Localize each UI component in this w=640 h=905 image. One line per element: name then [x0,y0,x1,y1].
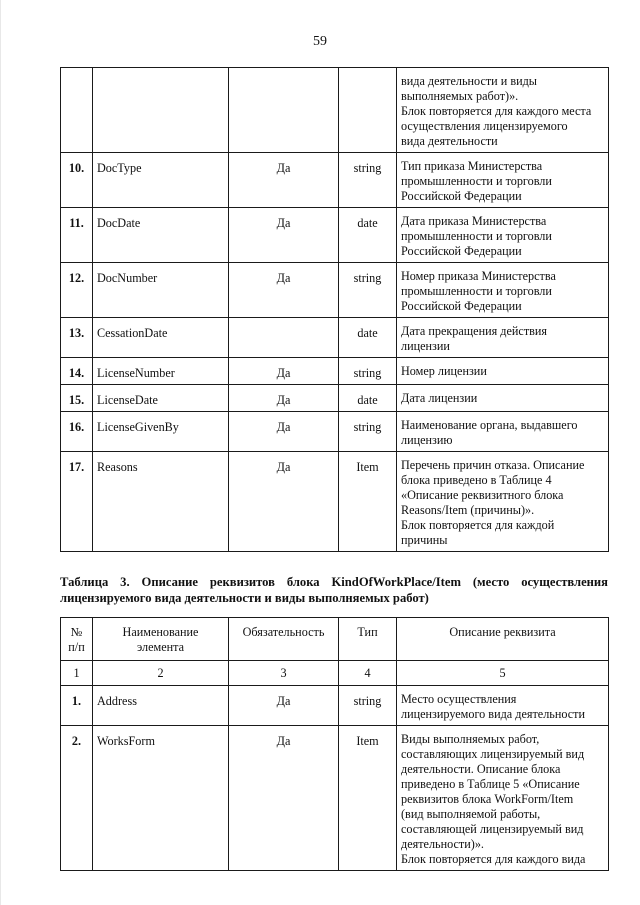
description-line: (вид выполняемой работы, [401,807,541,821]
kind-of-work-place-table [60,617,609,871]
required-flag: Да [229,385,339,412]
row-number: 14. [61,358,93,385]
column-index: 1 [61,661,93,686]
attribute-description [397,318,609,358]
data-type: string [339,686,397,726]
row-number: 15. [61,385,93,412]
description-line: Блок повторяется для каждого места [401,104,592,118]
table-row [61,263,609,318]
table-caption [60,574,608,606]
page-number: 59 [313,34,327,49]
data-type: string [339,412,397,452]
description-line: Виды выполняемых работ, [401,732,540,746]
description-line: Российской Федерации [401,299,522,313]
header-type: Тип [339,618,397,661]
row-number: 12. [61,263,93,318]
description-line: составляющей лицензируемый вид [401,822,584,836]
description-line: Тип приказа Министерства [401,159,543,173]
description-line: реквизитов блока WorkForm/Item [401,792,574,806]
column-index: 4 [339,661,397,686]
element-name: DocDate [93,208,229,263]
attribute-description [397,385,609,412]
description-line: составляющих лицензируемый вид [401,747,585,761]
description-line: приведено в Таблице 5 «Описание [401,777,580,791]
attribute-description [397,686,609,726]
description-line: осуществления лицензируемого [401,119,568,133]
description-line: Наименование органа, выдавшего [401,418,578,432]
header-num: № п/п [61,618,93,661]
caption-line-1: Таблица 3. Описание реквизитов блока KindOfWorkPlace/Item (место осуществления [60,575,608,589]
description-line: деятельности)». [401,837,484,851]
attribute-description [397,452,609,552]
row-number: 2. [61,726,93,871]
description-line: Дата лицензии [401,391,478,405]
attribute-description [397,726,609,871]
description-line: промышленности и торговли [401,229,552,243]
data-type: Item [339,726,397,871]
data-type: date [339,318,397,358]
description-line: Перечень причин отказа. Описание [401,458,585,472]
description-line: Дата приказа Министерства [401,214,547,228]
row-number: 16. [61,412,93,452]
element-name: DocNumber [93,263,229,318]
required-flag: Да [229,726,339,871]
description-line: деятельности. Описание блока [401,762,561,776]
table-row [61,385,609,412]
description-line: Блок повторяется для каждой [401,518,555,532]
table-row [61,452,609,552]
data-type: date [339,208,397,263]
element-name: DocType [93,153,229,208]
column-index: 2 [93,661,229,686]
attribute-description [397,412,609,452]
data-type: string [339,153,397,208]
description-line: Блок повторяется для каждого вида [401,852,586,866]
data-type [339,68,397,153]
element-name: LicenseGivenBy [93,412,229,452]
row-number: 17. [61,452,93,552]
description-line: Российской Федерации [401,244,522,258]
table-row [61,726,609,871]
scan-edge [0,0,1,905]
required-flag: Да [229,208,339,263]
attribute-description [397,153,609,208]
required-flag: Да [229,452,339,552]
description-line: Reasons/Item (причины)». [401,503,535,517]
table-row [61,208,609,263]
description-line: промышленности и торговли [401,284,552,298]
description-line: промышленности и торговли [401,174,552,188]
required-flag: Да [229,263,339,318]
element-name: Reasons [93,452,229,552]
description-line: Дата прекращения действия [401,324,548,338]
description-line: лицензию [401,433,453,447]
row-number: 13. [61,318,93,358]
element-name: WorksForm [93,726,229,871]
description-line: Номер приказа Министерства [401,269,556,283]
column-index: 3 [229,661,339,686]
description-line: лицензии [401,339,450,353]
attributes-table-continued [60,67,609,552]
element-name: Address [93,686,229,726]
data-type: string [339,263,397,318]
table-row [61,68,609,153]
description-line: причины [401,533,448,547]
required-flag: Да [229,686,339,726]
table-header-row [61,618,609,661]
table-row [61,686,609,726]
table-row [61,318,609,358]
element-name [93,68,229,153]
row-number [61,68,93,153]
header-name: Наименование элемента [93,618,229,661]
data-type: string [339,358,397,385]
required-flag: Да [229,412,339,452]
required-flag: Да [229,153,339,208]
element-name: CessationDate [93,318,229,358]
element-name: LicenseDate [93,385,229,412]
row-number: 1. [61,686,93,726]
description-line: Номер лицензии [401,364,487,378]
description-line: вида деятельности [401,134,498,148]
table-row [61,153,609,208]
required-flag: Да [229,358,339,385]
data-type: Item [339,452,397,552]
header-required: Обязательность [229,618,339,661]
caption-line-2: лицензируемого вида деятельности и виды выполняемых работ) [60,591,429,605]
description-line: «Описание реквизитного блока [401,488,564,502]
element-name: LicenseNumber [93,358,229,385]
row-number: 10. [61,153,93,208]
table-row [61,358,609,385]
attribute-description [397,358,609,385]
column-index: 5 [397,661,609,686]
description-line: блока приведено в Таблице 4 [401,473,552,487]
description-line: выполняемых работ)». [401,89,519,103]
attribute-description [397,208,609,263]
header-description: Описание реквизита [397,618,609,661]
row-number: 11. [61,208,93,263]
description-line: Место осуществления [401,692,517,706]
column-index-row [61,661,609,686]
required-flag [229,318,339,358]
description-line: Российской Федерации [401,189,522,203]
attribute-description [397,68,609,153]
attribute-description [397,263,609,318]
required-flag [229,68,339,153]
description-line: лицензируемого вида деятельности [401,707,586,721]
data-type: date [339,385,397,412]
table-row [61,412,609,452]
description-line: вида деятельности и виды [401,74,537,88]
